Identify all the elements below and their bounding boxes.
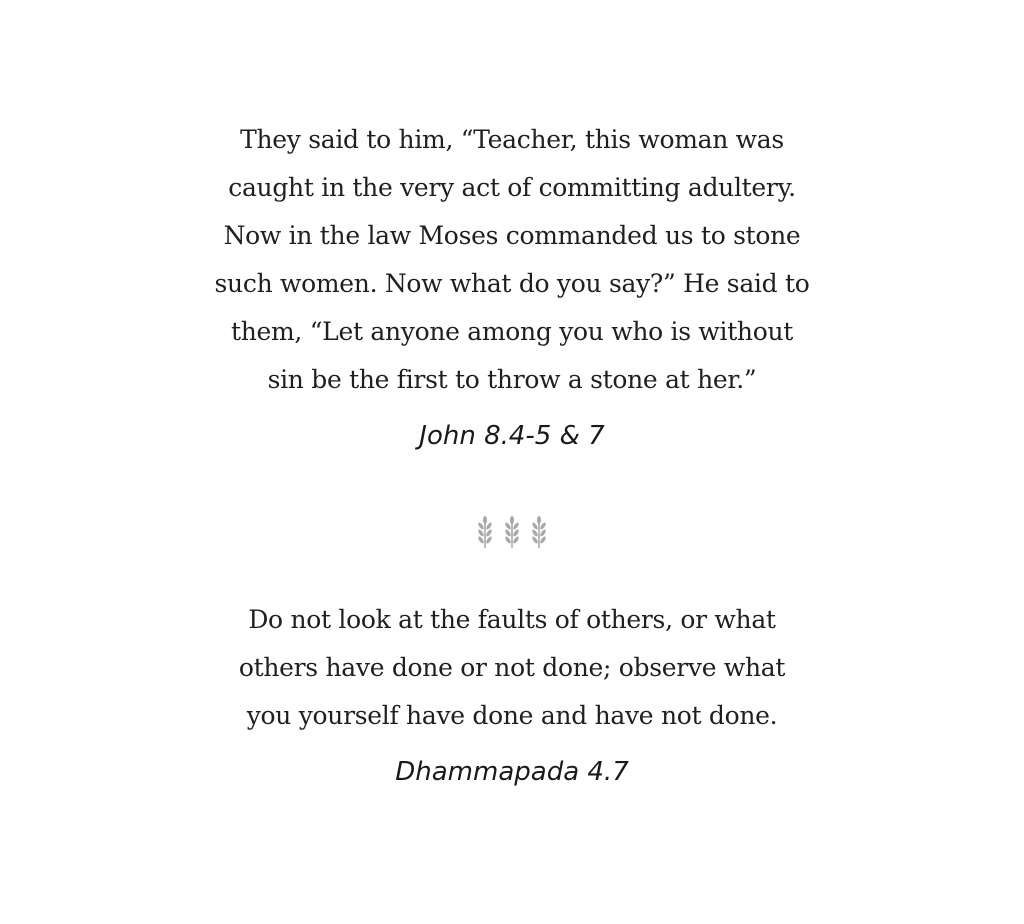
passage-john	[0, 116, 1024, 456]
verse-line: you yourself have done and have not done.	[246, 701, 778, 730]
passage-dhammapada	[0, 596, 1024, 792]
section-divider	[0, 512, 1024, 552]
wheat-sprigs-icon	[472, 514, 552, 550]
verse-text	[0, 596, 1024, 740]
verse-line: Now in the law Moses commanded us to stone	[223, 221, 801, 250]
verse-text	[0, 116, 1024, 404]
verse-line: them, “Let anyone among you who is without	[230, 317, 794, 346]
citation-dhammapada: Dhammapada 4.7	[395, 757, 629, 787]
verse-line: caught in the very act of committing adultery.	[228, 173, 796, 202]
verse-line: sin be the first to throw a stone at her.”	[267, 365, 757, 394]
verse-line: They said to him, “Teacher, this woman was	[240, 125, 784, 154]
verse-line: such women. Now what do you say?” He said to	[214, 269, 810, 298]
verse-line: Do not look at the faults of others, or what	[248, 605, 776, 634]
verse-line: others have done or not done; observe what	[238, 653, 786, 682]
citation-john: John 8.4-5 & 7	[419, 421, 605, 451]
